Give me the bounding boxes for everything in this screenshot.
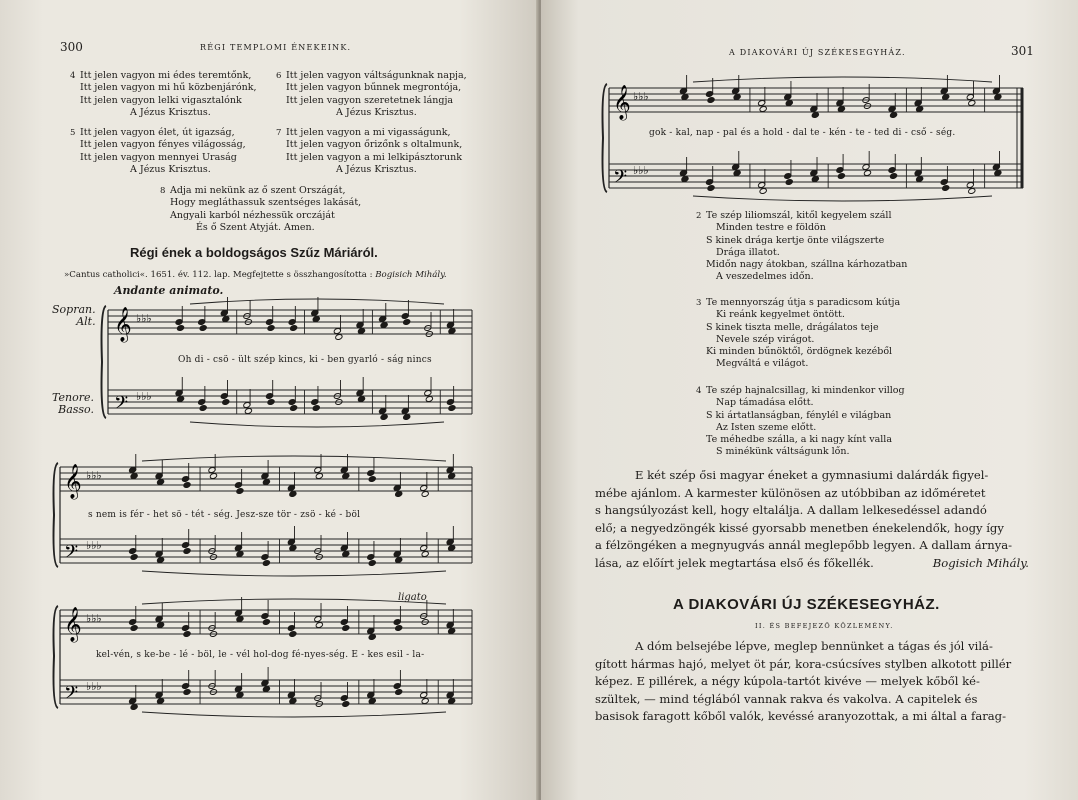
note-head [267, 325, 275, 332]
note-head [157, 698, 165, 705]
note-head [448, 405, 456, 412]
score-system-4 [603, 78, 1028, 203]
note-head [368, 634, 376, 641]
verse-number: 8 [160, 186, 166, 196]
article-title: A DIAKOVÁRI ÚJ SZÉKESEGYHÁZ. [673, 596, 940, 613]
verse-line: Itt jelen vagyon a mi vigasságunk, [286, 127, 451, 138]
treble-clef-icon: 𝄞 [613, 85, 631, 120]
system-brace [54, 463, 59, 567]
verse-number: 6 [276, 71, 282, 81]
note-head [368, 476, 376, 483]
key-signature-icon: ♭♭♭ [86, 612, 102, 625]
note-head [421, 551, 429, 558]
paragraph-line: elő; a negyedzöngék kissé gyorsabb menetben énekelendők, hogy így [595, 520, 1004, 535]
verse-line: Angyali karból nézhessük orczáját [170, 209, 335, 221]
note-head [290, 325, 298, 332]
article-line: gított hármas hajó, melyet öt pár, kora-csúcsíves stylben alkotott pillér [595, 656, 1012, 671]
note-head [262, 619, 270, 626]
verse-number: 4 [70, 71, 76, 81]
system-brace [54, 606, 59, 708]
note-head [890, 112, 898, 119]
note-head [448, 628, 456, 635]
note-head [312, 316, 320, 323]
note-head [395, 625, 403, 632]
right-page [541, 0, 1078, 800]
note-head [837, 106, 845, 113]
article-body [595, 638, 1029, 726]
article-line: képez. E pillérek, a négy kúpola-tartót kivéve — melyek kőből ké- [595, 674, 980, 689]
note-head [733, 94, 741, 101]
verse-line: S kinek tiszta melle, drágálatos teje [706, 321, 879, 333]
voice-label-upper [52, 304, 96, 328]
key-signature-icon: ♭♭♭ [633, 90, 649, 103]
verse-line: Adja mi nekünk az ő szent Országát, [170, 185, 346, 196]
verse-number: 4 [696, 386, 702, 396]
note-head [289, 698, 297, 705]
paragraph-line: E két szép ősi magyar éneket a gymnasiumi dalárdák figyel- [635, 468, 989, 482]
note-head [262, 686, 270, 693]
note-head [183, 482, 191, 489]
verse-line: Te szép hajnalcsillag, ki mindenkor villog [706, 385, 905, 396]
note-head [357, 396, 365, 403]
verse-line: Az Isten szeme előtt. [716, 421, 817, 433]
note-head [130, 625, 138, 632]
note-head [130, 473, 138, 480]
phrase-slur [190, 299, 444, 304]
key-signature-icon: ♭♭♭ [86, 469, 102, 482]
voice-tenor: Tenore. [52, 391, 94, 404]
voice-alto: Alt. [76, 315, 96, 328]
song-title: Régi ének a boldogságos Szűz Máriáról. [130, 245, 378, 260]
note-head [785, 100, 793, 107]
article-line: basisok faragott kőből valók, kevéssé aranyozottak, a mi által a farag- [595, 709, 1007, 724]
note-head [916, 106, 924, 113]
verse-line: És ő Szent Atyját. Amen. [196, 221, 315, 233]
phrase-slur [693, 196, 992, 201]
note-head [421, 698, 429, 705]
note-head [267, 399, 275, 406]
verse-line: A Jézus Krisztus. [130, 163, 211, 175]
note-head [236, 616, 244, 623]
note-head [994, 170, 1002, 177]
verse-8 [160, 185, 361, 234]
note-head [236, 692, 244, 699]
paragraph-signature: Bogisich Mihály. [932, 555, 1029, 570]
note-head [395, 689, 403, 696]
bass-clef-icon: 𝄢 [613, 167, 628, 192]
verse-line: Itt jelen vagyon váltságunknak napja, [286, 70, 467, 81]
running-head-left: RÉGI TEMPLOMI ÉNEKEINK. [200, 43, 352, 52]
verse-line: Te mennyország útja s paradicsom kútja [706, 297, 901, 308]
page-number-right: 301 [1011, 44, 1034, 58]
note-head [262, 560, 270, 567]
verse-4-right [696, 385, 905, 459]
note-head [289, 491, 297, 498]
paragraph-line: a félzöngéken a megnyugvás annál meglepőbb legyen. A dallam árnya- [595, 538, 1013, 553]
running-head-right: A DIAKOVÁRI ÚJ SZÉKESEGYHÁZ. [729, 48, 906, 57]
verse-line: Itt jelen vagyon bűnnek megrontója, [286, 82, 462, 94]
verse-line: Ki minden bűnöktől, ördögnek kezéből [706, 346, 893, 358]
note-head [312, 405, 320, 412]
treble-clef-icon: 𝄞 [64, 464, 82, 499]
note-head [395, 491, 403, 498]
note-head [357, 328, 365, 335]
score-system-2 [52, 455, 482, 590]
tempo-marking: Andante animato. [114, 284, 224, 297]
score-system-3 [52, 598, 482, 728]
note-head [403, 319, 411, 326]
article-subtitle: II. ÉS BEFEJEZŐ KÖZLEMÉNY. [755, 622, 894, 630]
note-head [222, 316, 230, 323]
note-head [403, 414, 411, 421]
note-head [289, 631, 297, 638]
verse-line: S ki ártatlanságban, fénylél e világban [706, 409, 892, 421]
note-head [890, 173, 898, 180]
verse-line: Itt jelen vagyon lelki vigasztalónk [80, 94, 242, 106]
note-head [942, 94, 950, 101]
note-head [811, 176, 819, 183]
verse-3 [696, 297, 900, 371]
voice-label-lower [52, 392, 94, 416]
verse-line: Midőn nagy átokban, szállna kárhozatban [706, 259, 908, 271]
source-caption-text: »Cantus catholici«. 1651. év. 112. lap. Megfejtette s összhangosította : [64, 270, 373, 280]
verse-line: Minden testre e földön [716, 222, 826, 234]
verse-line: Itt jelen vagyon élet, út igazság, [80, 127, 235, 138]
note-head [342, 701, 350, 708]
note-head [183, 548, 191, 555]
verse-line: A Jézus Krisztus. [336, 106, 417, 118]
note-head [290, 405, 298, 412]
lyrics-system-3: kel-vén, s ke-be - lé - böl, le - vél hol-dog fé-nyes-ség. E - kes esil - la- [96, 650, 425, 660]
key-signature-icon: ♭♭♭ [136, 390, 152, 403]
note-head [342, 551, 350, 558]
phrase-slur [142, 571, 446, 576]
note-head [380, 414, 388, 421]
verse-line: Itt jelen vagyon mi édes teremtőnk, [80, 70, 252, 81]
bass-clef-icon: 𝄢 [64, 683, 79, 708]
verse-line: Megváltá e világot. [716, 358, 809, 370]
treble-clef-icon: 𝄞 [64, 607, 82, 642]
verse-line: Itt jelen vagyon őrizőnk s oltalmunk, [286, 139, 463, 151]
verse-line: Itt jelen vagyon a mi lelkipásztorunk [286, 151, 463, 163]
note-head [759, 106, 767, 113]
verse-5 [70, 127, 246, 176]
verse-line: Drága illatot. [716, 246, 780, 258]
page-number-left: 300 [60, 40, 83, 54]
note-head [342, 473, 350, 480]
note-head [244, 408, 252, 415]
note-head [130, 554, 138, 561]
bass-clef-icon: 𝄢 [64, 542, 79, 567]
verse-line: Te szép liliomszál, kitől kegyelem száll [706, 210, 892, 221]
verse-line: Te méhedbe szálla, a ki nagy kínt valla [706, 434, 893, 446]
verse-line: Itt jelen vagyon mi hű közbenjárónk, [80, 82, 257, 94]
note-head [733, 170, 741, 177]
note-head [262, 479, 270, 486]
note-head [236, 551, 244, 558]
note-head [315, 622, 323, 629]
note-head [335, 334, 343, 341]
key-signature-icon: ♭♭♭ [86, 680, 102, 693]
article-line: szültek, — mind téglából vannak rakva és vakolva. A capitelek és [595, 691, 978, 706]
note-head [916, 176, 924, 183]
lyrics-system-2: s nem is fér - het sö - tét - ség. Jesz-sze tör - zsö - ké - böl [88, 510, 361, 520]
note-head [368, 698, 376, 705]
verse-2 [696, 210, 907, 284]
paragraph-line: lása, az előírt jelek megtartása első és főkellék. [595, 555, 874, 570]
source-caption [64, 270, 447, 280]
lyrics-system-4: gok - kal, nap - pal és a hold - dal te - kén - te - ted di - cső - ség. [649, 128, 956, 138]
verse-4 [70, 70, 257, 119]
note-head [681, 94, 689, 101]
note-head [968, 100, 976, 107]
note-head [157, 557, 165, 564]
note-head [811, 112, 819, 119]
note-head [421, 491, 429, 498]
note-head [183, 631, 191, 638]
expression-marking: ligato [398, 592, 427, 603]
key-signature-icon: ♭♭♭ [633, 164, 649, 177]
voice-soprano: Sopran. [52, 303, 96, 316]
verse-line: A veszedelmes időn. [716, 271, 814, 283]
note-head [177, 396, 185, 403]
note-head [130, 704, 138, 711]
note-head [994, 94, 1002, 101]
note-head [177, 325, 185, 332]
note-head [942, 185, 950, 192]
verse-line: Itt jelen vagyon fényes világosság, [80, 139, 246, 151]
treble-clef-icon: 𝄞 [114, 307, 132, 342]
verse-line: S minékünk váltságunk lőn. [716, 446, 850, 458]
note-head [448, 698, 456, 705]
note-head [759, 188, 767, 195]
note-head [209, 473, 217, 480]
verse-line: Itt jelen vagyon szeretetnek lángja [286, 94, 454, 106]
verse-number: 3 [696, 298, 702, 308]
verse-line: Itt jelen vagyon mennyei Uraság [80, 151, 237, 163]
note-head [837, 173, 845, 180]
commentary-paragraph [595, 467, 1029, 573]
verse-number: 5 [70, 128, 76, 138]
phrase-slur [142, 456, 446, 461]
paragraph-line: mébe ajánlom. A karmester különösen az utóbbiban az időméretet [595, 485, 986, 500]
verse-line: A Jézus Krisztus. [336, 163, 417, 175]
note-head [395, 557, 403, 564]
note-head [315, 473, 323, 480]
verse-line: S kinek drága kertje önte világszerte [706, 234, 885, 246]
note-head [707, 185, 715, 192]
bass-clef-icon: 𝄢 [114, 393, 129, 418]
verse-number: 7 [276, 128, 282, 138]
paragraph-line: s hangsúlyozást kell, hogy eltalálja. A dallam lelkesedéssel adandó [595, 503, 987, 518]
verse-line: Ki reánk kegyelmet öntött. [716, 309, 845, 321]
note-head [681, 176, 689, 183]
verse-line: Hogy megláthassuk szentséges lakását, [170, 197, 362, 209]
note-head [342, 625, 350, 632]
verse-line: Nap támadása előtt. [716, 397, 814, 409]
note-head [157, 622, 165, 629]
note-head [448, 328, 456, 335]
verse-number: 2 [696, 211, 702, 221]
key-signature-icon: ♭♭♭ [136, 312, 152, 325]
note-head [236, 488, 244, 495]
note-head [448, 545, 456, 552]
note-head [707, 97, 715, 104]
note-head [380, 322, 388, 329]
note-head [289, 545, 297, 552]
system-brace [603, 84, 608, 192]
treble-staff [60, 467, 472, 491]
lyrics-system-1: Oh di - csö - ült szép kincs, ki - ben gyarló - ság nincs [178, 355, 432, 365]
article-line: A dóm belsejébe lépve, meglep bennünket a tágas és jól vilá- [635, 639, 993, 653]
phrase-slur [142, 712, 446, 717]
note-head [368, 560, 376, 567]
note-head [199, 405, 207, 412]
note-head [785, 179, 793, 186]
verse-line: A Jézus Krisztus. [130, 106, 211, 118]
note-head [199, 325, 207, 332]
verse-7 [276, 127, 462, 176]
arranger-name: Bogisich Mihály. [375, 270, 447, 280]
note-head [863, 170, 871, 177]
note-head [157, 479, 165, 486]
verse-6 [276, 70, 467, 119]
note-head [425, 396, 433, 403]
system-brace [102, 306, 107, 418]
note-head [222, 399, 230, 406]
note-head [183, 689, 191, 696]
verse-line: Nevele szép virágot. [716, 333, 815, 345]
note-head [968, 188, 976, 195]
key-signature-icon: ♭♭♭ [86, 539, 102, 552]
phrase-slur [190, 422, 444, 427]
note-head [448, 473, 456, 480]
voice-bass: Basso. [58, 403, 94, 416]
